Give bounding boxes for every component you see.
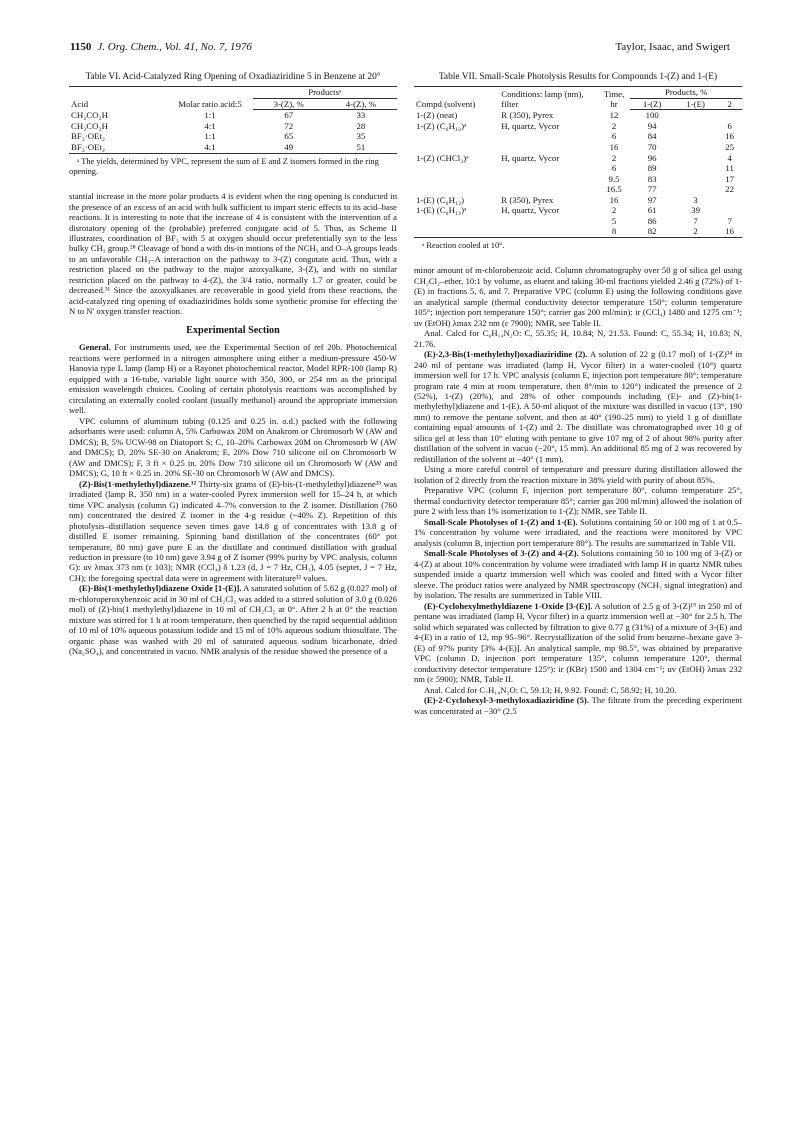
table-cell: 5 xyxy=(611,215,617,226)
paragraph-text: For instruments used, see the Experimental Section of ref 20b. Photochemical reactions were performed in a nitrogen atmosphere using either a medium-pressure 450-W Hanovia type L lamp (lamp H) or a Rayonet photochemical reactor, Model RPR-100 (lamp R) equipped with a 16-tube, variable light source with 350, 300, or 254 nm as the principal emission wavelength choices. Cooling of certain photolysis reactions was accomplished by circulating an externally cooled coolant (usually methanol) around the appropriate immersion well. xyxy=(69,342,397,416)
paragraph-text: Thirty-six grams of (E)-bis-(1-methylethyl)diazene³³ was irradiated (lamp R, 350 nm) in a water-cooled Pyrex immersion well for 15–24 h, at which time VPC analysis (column G) indicated 4–7% conversion to the Z isomer. Distillation (760 nm) concentrated the desired Z isomer in the 4-g residue (~40% Z). Repetition of this photolysis–distillation sequence seven times gave 14.8 g of concentrates with 13.8 g of distilled E isomer remaining. Spinning band distillation of the concentrates (60° pot temperature, 80 nm) gave pure E as the distillate and continued distillation with gradual reduction in pressure (to 10 nm) gave 3.94 g of Z isomer (99% purity by VPC analysis, column G): uv λmax 373 nm (ε 103); NMR (CCl₄) δ 1.23 (d, J = 7 Hz, CH₃), 4.05 (septet, J = 7 Hz, CH); the foregoing spectral data were in agreement with literature³² values. xyxy=(69,478,397,583)
table-cell: 28 xyxy=(356,120,366,131)
table-cell: 2 xyxy=(674,226,717,237)
table-cell: 67 xyxy=(284,110,294,121)
table-cell: 1-(Z) (CHCl₃)ᵃ xyxy=(416,152,469,163)
table-cell: H, quartz, Vycor xyxy=(501,152,560,163)
run-in-head: General. xyxy=(79,342,111,353)
table-cell xyxy=(414,142,499,153)
table-cell xyxy=(717,110,742,121)
table-cell: 16 xyxy=(717,226,742,237)
table-cell: 35 xyxy=(356,131,366,142)
table-cell: H, quartz, Vycor xyxy=(501,205,560,216)
table-cell xyxy=(414,174,499,185)
oxadiaziridine-5-paragraph xyxy=(414,695,742,716)
table-row xyxy=(414,153,742,164)
table-cell: H, quartz, Vycor xyxy=(501,120,560,131)
running-header xyxy=(70,41,730,57)
run-in-head: (E)-2,3-Bis(1-methylethyl)oxadiaziridine (2). xyxy=(424,349,588,360)
table-cell: 4:1 xyxy=(167,142,252,153)
table-cell xyxy=(674,163,717,174)
table-cell: 12 xyxy=(609,110,619,121)
table-cell: 4:1 xyxy=(204,120,216,131)
preparative-vpc-paragraph: Preparative VPC (column F, injection port temperature 80°, column temperature 25°, thermal conductivity detector temperature 85°; carrier gas 200 ml/min) allowed the isolation of pure 2 with less than 1% isomerization to 1-(Z); NMR, see Table II. xyxy=(414,485,742,517)
table-cell: 8 xyxy=(598,226,631,237)
paragraph-text: A solution of 22 g (0.17 mol) of 1-(Z)³⁴ in 240 ml of pentane was irradiated (lamp H, Vycor filter) in a water-cooled (10°) quartz immersion well for 17 h. VPC analysis (column E, injection port temperature 80°; temperature program rate 4 min at room temperature, then 8°/min to 120°) indicated the presence of 2 (52%), 1-(Z) (20%), and 28% of other compounds including (E)- and (Z)-bis(1-methylethyl)diazene and 1-(E). A 50-ml aliquot of the mixture was distilled in vacuo (13°, 190 mm) to remove the pentane solvent, and then at 40° (190–25 mm) to yield 1 g of distillate containing equal amounts of 1-(Z) and 2. The distillate was chromatographed over 10 g of silica gel at less than 10° eluting with pentane to give 107 mg of 2 of about 98% purity after distillation of the solvent in vacuo (−20°, 15 mm). An additional 85 mg of 2 was recovered by redistillation of the solvent at −40° (1 mm). xyxy=(414,349,742,464)
table-cell xyxy=(674,153,717,164)
table-cell: 70 xyxy=(647,142,657,153)
table7-col-compd: Compd (solvent) xyxy=(414,87,499,110)
oxadiaziridine-paragraph xyxy=(414,349,742,464)
table-cell xyxy=(674,184,717,195)
paragraph-text: A solution of 2.5 g of 3-(Z)¹⁹ in 250 ml of pentane was irradiated (lamp H, Vycor filter) in a quartz immersion well at −30° for 2.5 h. The solid which separated was collected by filtration to give 0.77 g (31%) of a mixture of 3-(E) and 4-(E) in a ratio of 12, mp 95–96°. Recrystallization of the solid from benzene–hexane gave 3-(E) of 97% purity [3% 4-(E)]. An analytical sample, mp 98.5°, was obtained by preparative VPC (column D, injection port temperature 135°, column temperature 120°, thermal conductivity detector temperature 125°): ir (KBr) 1500 and 1304 cm⁻¹; uv (EtOH) λmax 232 nm (ε 5900); NMR, Table II. xyxy=(414,600,742,685)
ebis-paragraph xyxy=(69,583,397,656)
table-cell: 65 xyxy=(284,131,294,142)
table7-footnote: ᵃ Reaction cooled at 10°. xyxy=(422,240,505,250)
paragraph-text: Solutions containing 50 to 100 mg of 3-(Z) or 4-(Z) at about 10% concentration by volume were irradiated with lamp H in quartz NMR tubes suspended inside a quartz immersion well which was cooled and fitted with a Vycor filter sleeve. The product ratios were analyzed by NMR spectroscopy (NCH₃ signal integration) and by isolation. The results are summerized in Table VIII. xyxy=(414,548,742,601)
paragraph-text: The filtrate from the preceding experiment was concentrated at −30° (2.5 xyxy=(414,695,742,716)
table-cell: R (350), Pyrex xyxy=(501,194,554,205)
table-cell: 1-(E) (C₆H₁₂) xyxy=(416,194,465,205)
table6-footnote: ᵃ The yields, determined by VPC, represent the sum of E and Z isomers formed in the ring opening. xyxy=(69,156,379,176)
analysis-paragraph: Anal. Calcd for C₆H₁₄N₂O: C, 55.35; H, 10.84; N, 21.53. Found: C, 55.34; H, 10.83; N, 21.76. xyxy=(414,328,742,349)
table-cell xyxy=(674,174,717,185)
cyclohexyl-paragraph xyxy=(414,601,742,685)
table-cell xyxy=(414,184,499,195)
table-cell: 97 xyxy=(647,194,657,205)
table-cell: 51 xyxy=(325,142,397,153)
table-cell xyxy=(414,216,499,227)
distillation-paragraph: Using a more careful control of temperature and pressure during distillation allowed the isolation of 2 directly from the reaction mixture in 38% yield with purity of about 85%. xyxy=(414,464,742,485)
table-cell: 2 xyxy=(611,205,617,216)
table-cell: 7 xyxy=(693,215,698,226)
table6-group-header: Productsᵃ xyxy=(253,87,397,99)
table-cell: CH₃CO₂H xyxy=(71,120,108,131)
table-row xyxy=(414,142,742,153)
table-cell: 4 xyxy=(727,152,732,163)
table-cell: 39 xyxy=(691,205,700,216)
table-cell: R (350), Pyrex xyxy=(501,110,554,121)
table-cell: 11 xyxy=(725,163,734,174)
table-cell: 6 xyxy=(611,131,617,142)
table-cell: 100 xyxy=(645,110,659,121)
analysis-paragraph: Anal. Calcd for C₇H₁₄N₂O: C, 59.13; H, 9.92. Found: C, 58.92; H, 10.20. xyxy=(424,684,677,695)
table6-col-acid: Acid xyxy=(69,87,167,110)
table-cell xyxy=(674,142,717,153)
table7-col-time: Time, hr xyxy=(598,87,631,110)
run-in-head: (E)-Cyclohexylmethyldiazene 1-Oxide [3-(E)]. xyxy=(424,600,593,611)
table6-col-ratio: Molar ratio acid:5 xyxy=(167,87,252,110)
table-cell xyxy=(499,131,597,142)
table-cell: 1:1 xyxy=(204,110,216,121)
left-column xyxy=(69,72,397,657)
table-row xyxy=(69,110,397,121)
table-cell: 3 xyxy=(693,194,698,205)
table-cell: 25 xyxy=(725,142,735,153)
table-cell: 1:1 xyxy=(204,131,216,142)
table-row xyxy=(69,121,397,132)
table6-title: Acid-Catalyzed Ring Opening of Oxadiaziridine 5 in Benzene at 20° xyxy=(122,72,381,82)
table-cell: 72 xyxy=(284,120,294,131)
table7-caption xyxy=(414,72,742,83)
table-cell: 94 xyxy=(647,120,657,131)
run-in-head: (E)-2-Cyclohexyl-3-methyloxadiaziridine (5). xyxy=(424,695,589,706)
small-scale-2-paragraph xyxy=(414,548,742,600)
table-cell: 82 xyxy=(630,226,673,237)
table7-col-1e: 1-(E) xyxy=(674,98,717,110)
table-cell xyxy=(674,121,717,132)
table7-group-header: Products, % xyxy=(630,87,742,99)
table-cell xyxy=(499,184,597,195)
paragraph-text: Solutions containing 50 or 100 mg of 1 at 0.5–1% concentration by volume were irradiated, and the reactions were monitored by VPC analysis (column B, injection port temperature 80°). The results are summarized in Table VII. xyxy=(414,516,742,548)
table-cell xyxy=(499,163,597,174)
table-cell: 1-(Z) (C₆H₁₂)ᵃ xyxy=(416,120,467,131)
body-paragraph: minor amount of m-chlorobenzoic acid. Column chromatography over 50 g of silica gel using CH₂Cl₂–ether, 10:1 by volume, as eluent and taking 30-ml fractions yielded 2.46 g (72%) of 1-(E) in fractions 5, 6, and 7. Preparative VPC (column E) using the following conditions gave an analytical sample (thermal conductivity detector temperature 150°; column temperature 105°; injection port temperature 150°; carrier gas 200 ml/min): ir (CCl₄) 1480 and 1275 cm⁻¹; uv (EtOH) λmax 232 nm (ε 7900); NMR, see Table II. xyxy=(414,265,742,328)
table7-col-conditions: Conditions: lamp (nm), filter xyxy=(499,87,597,110)
table-row xyxy=(414,174,742,185)
table-cell xyxy=(499,174,597,185)
table-cell: 1-(Z) (neat) xyxy=(416,110,458,121)
section-title: Experimental Section xyxy=(186,324,280,336)
table-cell: 17 xyxy=(725,173,735,184)
table-cell xyxy=(499,216,597,227)
table-cell: 6 xyxy=(727,120,732,131)
table7-title: Small-Scale Photolysis Results for Compounds 1-(Z) and 1-(E) xyxy=(479,72,718,82)
table6 xyxy=(69,86,397,153)
table-cell: 16 xyxy=(609,142,619,153)
table6-number: Table VI. xyxy=(85,72,121,82)
table-cell: 2 xyxy=(611,152,617,163)
general-paragraph xyxy=(69,342,397,415)
table-row xyxy=(414,195,742,206)
table6-col-4z: 4-(Z), % xyxy=(325,98,397,110)
table-cell xyxy=(717,205,742,216)
table7-col-1z: 1-(Z) xyxy=(630,98,673,110)
table-cell: 33 xyxy=(356,110,366,121)
table-cell: 16 xyxy=(725,131,735,142)
table-row xyxy=(69,131,397,142)
body-paragraph: stantial increase in the more polar products 4 is evident when the ring opening is conducted in the presence of an excess of an acid with bulk sufficient to impart steric effects to its acid–base reactions. It is interesting to note that the increase of 4 is consistent with the intervention of a disrotatory opening of the (probable) preferred conjugate acid of 5. Thus, as Scheme II illustrates, coordination of BF₃ with 5 at oxygen should occur preferentially syn to the less bulky CH₃ group.²⁸ Cleavage of bond a with dis-in motions of the NCH₃ and O–A groups leads to an unfavorable CH₃–A interaction on the pathway to 3-(Z) congutate acid. Thus, with a restriction placed on the pathway to the major azoxyalkane, 3-(Z), and with no similar restriction placed on the pathway to 4-(Z), the 3/4 ratio, normally 1.7 or greater, could be decreased.³¹ Since the azoxyalkanes are recoverable in good yield from these reactions, the acid-catalyzed ring opening of oxadiaziridines holds some synthetic promise for effecting the N to N′ oxygen transfer reaction. xyxy=(69,191,397,317)
table-cell xyxy=(414,131,499,142)
table-cell: 6 xyxy=(611,163,617,174)
table-row xyxy=(69,142,397,153)
zbis-paragraph xyxy=(69,479,397,584)
table-cell: 2 xyxy=(611,120,617,131)
run-in-head: (Z)-Bis(1-methylethyl)diazene.³² xyxy=(79,478,197,489)
run-in-head: (E)-Bis(1-methylethyl)diazene Oxide [1-(E)]. xyxy=(79,583,242,594)
table7-number: Table VII. xyxy=(438,72,478,82)
run-in-head: Small-Scale Photolyses of 3-(Z) and 4-(Z). xyxy=(424,548,579,559)
table-cell: 49 xyxy=(253,142,325,153)
table-cell: CH₂CO₂H xyxy=(71,110,108,121)
table-cell: BF₃·OEt₂ xyxy=(69,142,167,153)
table-cell xyxy=(499,142,597,153)
table-row xyxy=(414,163,742,174)
table-row xyxy=(414,131,742,142)
table-cell: 1-(E) (C₆H₁₂)ᵃ xyxy=(416,205,467,216)
table-cell xyxy=(717,195,742,206)
header-left xyxy=(70,41,252,53)
right-column xyxy=(414,72,742,716)
table-cell: 7 xyxy=(727,215,732,226)
table-row xyxy=(414,121,742,132)
table7 xyxy=(414,86,742,238)
table-cell xyxy=(414,226,499,237)
table-cell xyxy=(674,131,717,142)
table-row xyxy=(414,226,742,237)
small-scale-1-paragraph xyxy=(414,517,742,548)
table-cell xyxy=(674,110,717,121)
table-row xyxy=(414,110,742,121)
table-cell: 9.5 xyxy=(608,173,620,184)
table-cell: 89 xyxy=(647,163,657,174)
table-cell: 77 xyxy=(647,184,657,195)
table-cell: 96 xyxy=(647,152,657,163)
table-row xyxy=(414,216,742,227)
table-cell: 22 xyxy=(725,184,735,195)
vpc-paragraph: VPC columns of aluminum tubing (0.125 and 0.25 in. o.d.) packed with the following adsorbants were used: column A, 5% Carbowax 20M on Anakrom or Chromosorb W (AW and DMCS); B, 5% UCW-98 on Diatoport S; C, 10–20% Carbowax 20M on Chromosorb W (AW and DMCS); D, 20% SE-30 on Anakrom; E, 20% Dow 710 silicone oil on Chromosorb W (AW and DMCS); F, 3 ft × 0.25 in. 20% Dow 710 silicone oil on Chromosorb W (AW and DMCS); G, 10 ft × 0.25 in. 20% SE-30 on Chromosorb W (AW and DMCS). xyxy=(69,415,397,479)
paragraph-text: A saturated solution of 5.62 g (0.027 mol) of m-chloroperoxybenzoic acid in 30 ml of CH₂Cl₂ was added to a stirred solution of 3.0 g (0.026 mol) of (Z)-bis(1 methylethyl)diazene in 10 ml of CH₂Cl₂ at 0°. After 2 h at 0° the reaction mixture was stirred for 1 h at room temperature, then quenched by the rapid sequential addition of 10 ml of 10% aqueous potassium iodide and 15 ml of 10% aqueous sodium thiosulfate. The organic phase was washed with 20 ml of saturated aqueous sodium bicarbonate, dried (Na₂SO₄), and concentrated in vacuo. NMR analysis of the residue showed the presence of a xyxy=(69,583,397,657)
table-cell: 16 xyxy=(609,194,619,205)
table-cell: 61 xyxy=(647,205,657,216)
table-row xyxy=(414,184,742,195)
journal-citation: J. Org. Chem., Vol. 41, No. 7, 1976 xyxy=(97,41,252,53)
table-cell xyxy=(414,163,499,174)
table-row xyxy=(414,205,742,216)
table7-col-2: 2 xyxy=(717,98,742,110)
page-number: 1150 xyxy=(70,41,92,53)
table6-col-3z: 3-(Z), % xyxy=(253,98,325,110)
table6-caption xyxy=(69,72,397,83)
header-authors: Taylor, Isaac, and Swigert xyxy=(615,41,730,53)
table-cell xyxy=(499,226,597,237)
table-cell: 84 xyxy=(647,131,657,142)
table-cell: 16.5 xyxy=(606,184,622,195)
run-in-head: Small-Scale Photolyses of 1-(Z) and 1-(E). xyxy=(424,516,578,527)
table-cell: 83 xyxy=(647,173,657,184)
table-cell: BF₃·OEt₂ xyxy=(71,131,105,142)
table-cell: 86 xyxy=(647,215,657,226)
